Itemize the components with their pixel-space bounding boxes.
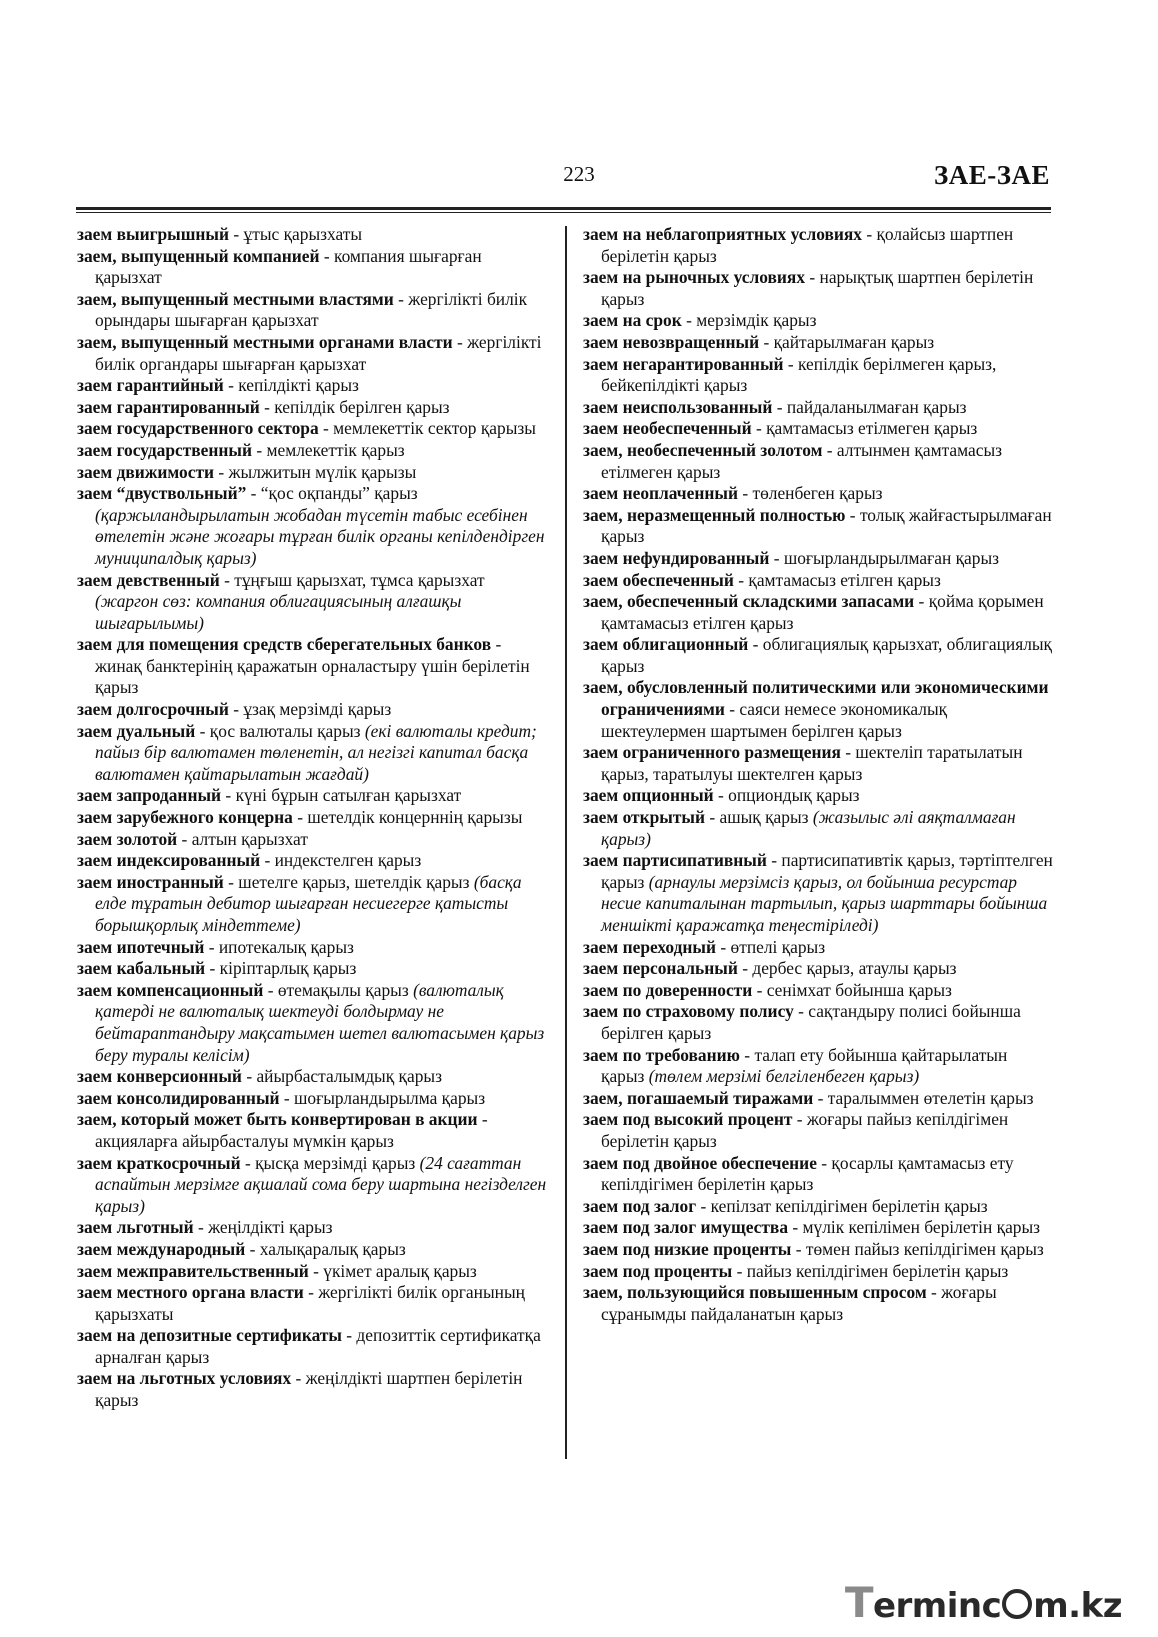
entry-note: (қаржыландырылатын жобадан түсетін табыс есебінен өтелетін және жоғары тұрған билік органы кепілдендірген муниципалдық қарыз): [95, 504, 545, 568]
dictionary-entry: [77, 440, 547, 462]
entry-translation: - шетелге қарыз, шетелдік қарыз: [223, 871, 474, 892]
entry-translation: - кепілдікті қарыз: [223, 375, 359, 396]
entry-term: заем невозвращенный: [583, 331, 760, 352]
entry-translation: - опциондық қарыз: [713, 785, 860, 806]
entry-translation: - толық жайғастырылмаған қарыз: [601, 504, 1052, 547]
entry-translation: - шектеліп таратылатын қарыз, таратылуы шектелген қарыз: [601, 742, 1023, 784]
entry-translation: - үкімет аралық қарыз: [308, 1260, 477, 1281]
entry-term: заем индексированный: [77, 850, 261, 871]
entry-term: заем партисипативный: [583, 850, 767, 871]
dictionary-entry: [583, 958, 1053, 980]
entry-translation: - қамтамасыз етілмеген қарыз: [751, 418, 978, 439]
entry-term: заем запроданный: [77, 785, 222, 806]
entry-note: (төлем мерзімі белгіленбеген қарыз): [648, 1066, 920, 1087]
entry-term: заем движимости: [77, 461, 215, 482]
entry-term: заем по страховому полису: [583, 1001, 794, 1022]
entry-translation: - қосарлы қамтамасыз ету кепілдігімен берілетін қарыз: [601, 1152, 1014, 1195]
dictionary-entry: [77, 462, 547, 484]
dictionary-entry: [77, 872, 547, 937]
termincom-logo: [845, 1578, 1122, 1627]
dictionary-entry: [77, 980, 547, 1066]
dictionary-entry: [583, 591, 1053, 634]
entry-translation: - кепілдік берілмеген қарыз, бейкепілдікті қарыз: [601, 353, 997, 396]
entry-term: заем “двуствольный”: [77, 483, 247, 504]
entry-term: заем, выпущенный местными органами власти: [77, 331, 453, 352]
entry-note: (24 сағаттан аспайтын мерзімге ақшалай сома беру шартына негізделген қарыз): [95, 1152, 547, 1216]
entry-term: заем открытый: [583, 807, 706, 828]
entry-translation: - ипотекалық қарыз: [204, 936, 354, 957]
dictionary-entry: [583, 440, 1053, 483]
entry-translation: - қос валюталы қарыз: [195, 720, 365, 741]
dictionary-entry: [77, 1282, 547, 1325]
dictionary-entry: [77, 289, 547, 332]
entry-term: заем негарантированный: [583, 353, 784, 374]
entry-term: заем, выпущенный местными властями: [77, 288, 394, 309]
entry-term: заем ипотечный: [77, 936, 205, 957]
dictionary-entry: [77, 1239, 547, 1261]
dictionary-entry: [583, 742, 1053, 785]
dictionary-entry: [77, 850, 547, 872]
entry-translation: - мүлік кепілімен берілетін қарыз: [788, 1217, 1041, 1238]
entry-term: заем на депозитные сертификаты: [77, 1325, 342, 1346]
entry-term: заем выигрышный: [77, 224, 230, 244]
entry-term: заем дуальный: [77, 720, 196, 741]
entry-translation: - өтемақылы қарыз: [263, 979, 414, 1000]
entry-translation: - шетелдік концерннің қарызы: [292, 807, 523, 828]
entry-translation: - тұңғыш қарызхат, тұмса қарызхат: [219, 569, 485, 590]
entry-term: заем межправительственный: [77, 1260, 309, 1281]
dictionary-entry: [77, 1088, 547, 1110]
dictionary-entry: [583, 1239, 1053, 1261]
dictionary-entry: [583, 677, 1053, 742]
dictionary-entry: [77, 483, 547, 569]
entry-term: заем под высокий процент: [583, 1109, 793, 1130]
dictionary-entry: [583, 483, 1053, 505]
dictionary-entry: [583, 1001, 1053, 1044]
dictionary-entry: [583, 418, 1053, 440]
entry-translation: - талап ету бойынша қайтарылатын қарыз: [601, 1044, 1008, 1087]
entry-translation: - саяси немесе экономикалық шектеулермен шартымен берілген қарыз: [601, 699, 948, 741]
entry-term: заем облигационный: [583, 634, 749, 655]
dictionary-entry: [77, 958, 547, 980]
dictionary-entry: [77, 224, 547, 246]
entry-translation: - пайыз кепілдігімен берілетін қарыз: [732, 1260, 1009, 1281]
dictionary-entry: [77, 375, 547, 397]
entry-translation: - сенімхат бойынша қарыз: [752, 979, 952, 1000]
dictionary-entry: [77, 634, 547, 699]
entry-translation: - “қос оқпанды” қарыз: [246, 483, 418, 504]
logo-domain: m.kz: [1033, 1586, 1122, 1626]
dictionary-entry: [583, 1217, 1053, 1239]
entry-translation: - индекстелген қарыз: [260, 850, 422, 871]
entry-translation: - қойма қорымен қамтамасыз етілген қарыз: [601, 591, 1044, 633]
entry-note: (валюталық қатерді не валюталық шектеуді болдырмау не бейтараптандыру мақсатымен шетел валютасымен қарыз беру туралы келісім): [95, 979, 545, 1065]
entry-term: заем необеспеченный: [583, 418, 752, 439]
entry-translation: - жеңілдікті қарыз: [193, 1217, 333, 1238]
dictionary-entry: [583, 310, 1053, 332]
entry-term: заем девственный: [77, 569, 220, 590]
entry-translation: - ұтыс қарызхаты: [229, 224, 363, 244]
entry-term: заем, обусловленный политическими или экономическими ограничениями: [583, 677, 1049, 720]
entry-term: заем нефундированный: [583, 547, 770, 568]
entry-translation: - айырбасталымдық қарыз: [241, 1066, 442, 1087]
logo-ring-icon: [1002, 1589, 1032, 1619]
entry-term: заем под проценты: [583, 1260, 733, 1281]
entry-term: заем, обеспеченный складскими запасами: [583, 591, 915, 612]
dictionary-entry: [583, 570, 1053, 592]
dictionary-entry: [583, 505, 1053, 548]
entry-term: заем персональный: [583, 958, 738, 979]
entry-note: (жаргон сөз: компания облигациясының алғашқы шығарылымы): [95, 591, 462, 633]
entry-term: заем международный: [77, 1238, 246, 1259]
entry-translation: - өтпелі қарыз: [716, 936, 826, 957]
entry-translation: - төленбеген қарыз: [737, 483, 883, 504]
running-head: ЗАЕ-ЗАЕ: [933, 160, 1050, 190]
entry-translation: - жеңілдікті шартпен берілетін қарыз: [95, 1368, 523, 1411]
entry-term: заем под залог имущества: [583, 1217, 789, 1238]
dictionary-entry: [583, 1153, 1053, 1196]
entry-term: заем на рыночных условиях: [583, 267, 806, 288]
entry-translation: - қысқа мерзімді қарыз: [240, 1152, 420, 1173]
entry-translation: - алтынмен қамтамасыз етілмеген қарыз: [601, 439, 1003, 482]
dictionary-entry: [77, 1109, 547, 1152]
entry-term: заем кабальный: [77, 958, 206, 979]
entry-term: заем иностранный: [77, 871, 224, 892]
entry-term: заем на неблагоприятных условиях: [583, 224, 862, 244]
entry-term: заем неиспользованный: [583, 396, 773, 417]
entry-translation: - күні бұрын сатылған қарызхат: [221, 785, 462, 806]
entry-translation: - кіріптарлық қарыз: [205, 958, 357, 979]
entry-translation: - нарықтық шартпен берілетін қарыз: [601, 267, 1034, 309]
dictionary-entry: [77, 1217, 547, 1239]
entry-term: заем переходный: [583, 936, 717, 957]
header-rule-thin: [76, 212, 1051, 213]
entry-term: заем краткосрочный: [77, 1152, 241, 1173]
entry-translation: - қайтарылмаған қарыз: [759, 331, 935, 352]
entry-translation: - партисипативтік қарыз, тәртіптелген қарыз: [601, 850, 1053, 892]
entry-term: заем, погашаемый тиражами: [583, 1087, 814, 1108]
entry-translation: - қолайсыз шартпен берілетін қарыз: [601, 224, 1014, 266]
dictionary-entry: [77, 1066, 547, 1088]
entry-term: заем обеспеченный: [583, 569, 734, 590]
dictionary-entry: [583, 1282, 1053, 1325]
entry-translation: - ашық қарыз: [705, 807, 813, 828]
dictionary-entry: [583, 807, 1053, 850]
dictionary-entry: [583, 397, 1053, 419]
entry-term: заем опционный: [583, 785, 714, 806]
dictionary-entry: [77, 721, 547, 786]
entry-translation: - дербес қарыз, атаулы қарыз: [737, 958, 957, 979]
entry-translation: - жергілікті билік органының қарызхаты: [95, 1282, 525, 1324]
dictionary-entry: [583, 1045, 1053, 1088]
dictionary-entry: [77, 1153, 547, 1218]
entry-translation: - жоғары пайыз кепілдігімен берілетін қарыз: [601, 1109, 1009, 1151]
entry-translation: - мемлекеттік қарыз: [252, 439, 405, 460]
entry-translation: - жоғары сұранымды пайдаланатын қарыз: [601, 1282, 997, 1324]
entry-term: заем долгосрочный: [77, 699, 229, 720]
dictionary-entry: [583, 354, 1053, 397]
dictionary-entry: [77, 1368, 547, 1411]
dictionary-entry: [583, 224, 1053, 267]
entry-term: заем местного органа власти: [77, 1282, 304, 1303]
column-divider: [565, 226, 567, 1459]
entry-term: заем, пользующийся повышенным спросом: [583, 1282, 927, 1303]
dictionary-entry: [583, 548, 1053, 570]
entry-term: заем под двойное обеспечение: [583, 1152, 817, 1173]
entry-term: заем государственного сектора: [77, 418, 319, 439]
dictionary-entry: [583, 634, 1053, 677]
dictionary-entry: [583, 1196, 1053, 1218]
entry-note: (арнаулы мерзімсіз қарыз, ол бойынша ресурстар несие капиталынан тартылып, қарыз шарттары бойынша меншікті қаражатқа теңестіріледі): [601, 871, 1048, 935]
entry-translation: - халықаралық қарыз: [245, 1238, 406, 1259]
entry-term: заем под низкие проценты: [583, 1238, 792, 1259]
dictionary-entry: [77, 937, 547, 959]
entry-translation: - кепілдік берілген қарыз: [259, 396, 450, 417]
entry-note: (екі валюталы кредит; пайыз бір валютамен төленетін, ал негізгі капитал басқа валютамен қайтарылатын жағдай): [95, 720, 537, 784]
dictionary-entry: [583, 267, 1053, 310]
entry-term: заем, который может быть конвертирован в акции: [77, 1109, 478, 1130]
entry-translation: - компания шығарған қарызхат: [95, 245, 482, 288]
dictionary-entry: [77, 332, 547, 375]
entry-translation: - шоғырландырылма қарыз: [279, 1087, 486, 1108]
entry-term: заем ограниченного размещения: [583, 742, 841, 763]
entry-translation: - сақтандыру полисі бойынша берілген қарыз: [601, 1001, 1021, 1043]
entry-translation: - таралыммен өтелетін қарыз: [813, 1087, 1034, 1108]
right-column: [583, 224, 1053, 1325]
entry-term: заем по доверенности: [583, 979, 753, 1000]
logo-letter-t: T: [844, 1578, 873, 1627]
entry-term: заем для помещения средств сберегательных банков: [77, 634, 492, 655]
entry-translation: - облигациялық қарызхат, облигациялық қарыз: [601, 634, 1053, 676]
entry-translation: - жинақ банктерінің қаражатын орналастыру үшін берілетін қарыз: [95, 634, 530, 698]
dictionary-entry: [77, 699, 547, 721]
dictionary-entry: [77, 1261, 547, 1283]
entry-term: заем зарубежного концерна: [77, 807, 293, 828]
entry-term: заем льготный: [77, 1217, 194, 1238]
entry-translation: - шоғырландырылмаған қарыз: [769, 547, 1000, 568]
entry-translation: - акцияларға айырбасталуы мүмкін қарыз: [95, 1109, 488, 1151]
dictionary-entry: [77, 785, 547, 807]
entry-term: заем гарантированный: [77, 396, 260, 417]
entry-translation: - алтын қарызхат: [177, 828, 308, 849]
dictionary-entry: [77, 397, 547, 419]
entry-term: заем конверсионный: [77, 1066, 242, 1087]
entry-term: заем гарантийный: [77, 375, 224, 396]
entry-translation: - депозиттік сертификатқа арналған қарыз: [95, 1325, 541, 1367]
entry-translation: - пайдаланылмаған қарыз: [772, 396, 967, 417]
entry-translation: - кепілзат кепілдігімен берілетін қарыз: [696, 1195, 988, 1216]
entry-term: заем консолидированный: [77, 1087, 280, 1108]
entry-term: заем под залог: [583, 1195, 697, 1216]
logo-text: erminc: [872, 1586, 1002, 1626]
dictionary-entry: [77, 418, 547, 440]
entry-translation: - қамтамасыз етілген қарыз: [733, 569, 941, 590]
entry-translation: - мерзімдік қарыз: [681, 310, 817, 331]
dictionary-entry: [583, 1109, 1053, 1152]
entry-translation: - төмен пайыз кепілдігімен қарыз: [791, 1238, 1044, 1259]
dictionary-entry: [583, 850, 1053, 936]
entry-term: заем по требованию: [583, 1044, 740, 1065]
dictionary-entry: [77, 246, 547, 289]
entry-term: заем, необеспеченный золотом: [583, 439, 823, 460]
entry-translation: - жылжитын мүлік қарызы: [214, 461, 417, 482]
entry-term: заем, выпущенный компанией: [77, 245, 320, 266]
dictionary-entry: [583, 1088, 1053, 1110]
entry-note: (жазылыс әлі аяқталмаған қарыз): [601, 807, 1016, 849]
dictionary-entry: [583, 1261, 1053, 1283]
left-column: [77, 224, 547, 1412]
entry-term: заем государственный: [77, 439, 253, 460]
dictionary-entry: [77, 1325, 547, 1368]
header-rule: [76, 207, 1051, 210]
entry-term: заем компенсационный: [77, 979, 264, 1000]
dictionary-entry: [583, 980, 1053, 1002]
dictionary-entry: [583, 785, 1053, 807]
dictionary-entry: [583, 332, 1053, 354]
entry-note: (басқа елде тұратын дебитор шығарған несиегерге қатысты борышқорлық міндеттеме): [95, 871, 522, 935]
dictionary-entry: [583, 937, 1053, 959]
entry-term: заем на срок: [583, 310, 682, 331]
dictionary-entry: [77, 829, 547, 851]
entry-term: заем на льготных условиях: [77, 1368, 292, 1389]
entry-term: заем неоплаченный: [583, 483, 738, 504]
entry-term: заем, неразмещенный полностью: [583, 504, 846, 525]
entry-translation: - мемлекеттік сектор қарызы: [318, 418, 536, 439]
entry-translation: - жергілікті билік органдары шығарған қарызхат: [95, 331, 542, 374]
page-number: 223: [563, 162, 595, 186]
entry-term: заем золотой: [77, 828, 178, 849]
dictionary-entry: [77, 807, 547, 829]
entry-translation: - жергілікті билік орындары шығарған қарызхат: [95, 288, 528, 331]
entry-translation: - ұзақ мерзімді қарыз: [228, 699, 392, 720]
dictionary-entry: [77, 570, 547, 635]
